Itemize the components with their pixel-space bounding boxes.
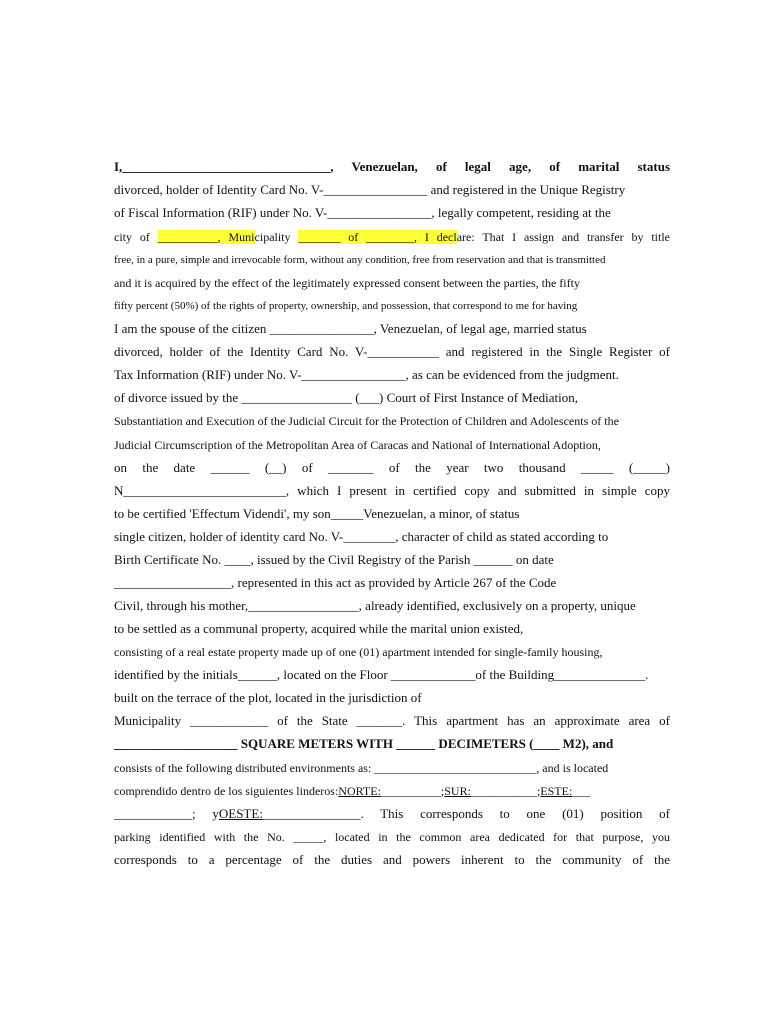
doc-line-27: consists of the following distributed environments as: ___________________________, and is located xyxy=(114,761,609,775)
doc-line-19: __________________, represented in this act as provided by Article 267 of the Code xyxy=(114,575,557,590)
doc-line-28 xyxy=(114,782,670,800)
doc-line-21: to be settled as a communal property, acquired while the marital union existed, xyxy=(114,621,524,636)
boundary-east-label: ESTE: xyxy=(540,784,573,798)
doc-line-14: on the date ______ (__) of _______ of the year two thousand _____ (_____) xyxy=(114,460,670,475)
doc-line-30: parking identified with the No. _____, located in the common area dedicated for that purpose, you xyxy=(114,830,670,844)
doc-line-8: I am the spouse of the citizen ________________, Venezuelan, of legal age, married status xyxy=(114,321,587,336)
doc-line-5: free, in a pure, simple and irrevocable form, without any condition, free from reservation and that is transmitted xyxy=(114,254,606,266)
boundary-west-label: OESTE: xyxy=(218,806,263,821)
doc-line-29-part-b: _______________. This corresponds to one (01) position of xyxy=(262,806,670,821)
doc-line-1: I,________________________________, Venezuelan, of legal age, of marital status xyxy=(114,159,670,174)
doc-line-29-part-a: ____________; y xyxy=(114,806,219,821)
doc-line-4-part-b: cipality xyxy=(254,230,299,244)
doc-line-24: built on the terrace of the plot, located in the jurisdiction of xyxy=(114,690,422,705)
doc-line-4-highlight-2: _______ of ________, I decl xyxy=(298,230,457,244)
doc-line-6: and it is acquired by the effect of the legitimately expressed consent between the parties, the fifty xyxy=(114,276,580,290)
doc-line-26: ___________________ SQUARE METERS WITH ______ DECIMETERS (____ M2), and xyxy=(114,736,614,751)
doc-line-12: Substantiation and Execution of the Judicial Circuit for the Protection of Children and Adolescents of the xyxy=(114,414,619,428)
doc-line-22: consisting of a real estate property made up of one (01) apartment intended for single-family housing, xyxy=(114,645,603,659)
doc-line-20: Civil, through his mother,_________________, already identified, exclusively on a property, unique xyxy=(114,598,636,613)
doc-line-15: N_________________________, which I present in certified copy and submitted in simple copy xyxy=(114,483,670,498)
doc-line-4-part-c: are: That I assign and transfer by title xyxy=(456,230,670,244)
doc-line-16: to be certified 'Effectum Videndi', my son_____Venezuelan, a minor, of status xyxy=(114,506,520,521)
doc-line-28-part-b: __________; xyxy=(380,784,445,798)
doc-line-25: Municipality ____________ of the State _______. This apartment has an approximate area of xyxy=(114,713,670,728)
doc-line-4-part-a: city of xyxy=(114,230,158,244)
doc-line-4-highlight-1: __________, Muni xyxy=(157,230,255,244)
doc-line-29 xyxy=(114,805,670,823)
doc-line-9: divorced, holder of the Identity Card No. V-___________ and registered in the Single Register of xyxy=(114,344,670,359)
doc-line-2: divorced, holder of Identity Card No. V-________________ and registered in the Unique Registry xyxy=(114,182,626,197)
doc-line-31: corresponds to a percentage of the duties and powers inherent to the community of the xyxy=(114,852,670,867)
doc-line-17: single citizen, holder of identity card No. V-________, character of child as stated according to xyxy=(114,529,609,544)
doc-line-7: fifty percent (50%) of the rights of property, ownership, and possession, that correspond to me for having xyxy=(114,300,578,312)
doc-line-28-part-d: ___ xyxy=(572,784,591,798)
doc-line-18: Birth Certificate No. ____, issued by the Civil Registry of the Parish ______ on date xyxy=(114,552,554,567)
doc-line-23: identified by the initials______, located on the Floor _____________of the Building______________. xyxy=(114,667,649,682)
boundary-south-label: SUR: xyxy=(444,784,471,798)
doc-line-28-part-c: ___________; xyxy=(470,784,541,798)
boundary-north-label: NORTE: xyxy=(338,784,381,798)
doc-line-4 xyxy=(114,228,670,246)
doc-line-10: Tax Information (RIF) under No. V-________________, as can be evidenced from the judgment. xyxy=(114,367,619,382)
doc-line-28-part-a: comprendido dentro de los siguientes linderos: xyxy=(114,784,339,798)
doc-line-13: Judicial Circumscription of the Metropolitan Area of Caracas and National of International Adoption, xyxy=(114,438,601,452)
doc-line-3: of Fiscal Information (RIF) under No. V-________________, legally competent, residing at the xyxy=(114,205,611,220)
doc-line-11: of divorce issued by the _________________ (___) Court of First Instance of Mediation, xyxy=(114,390,578,405)
